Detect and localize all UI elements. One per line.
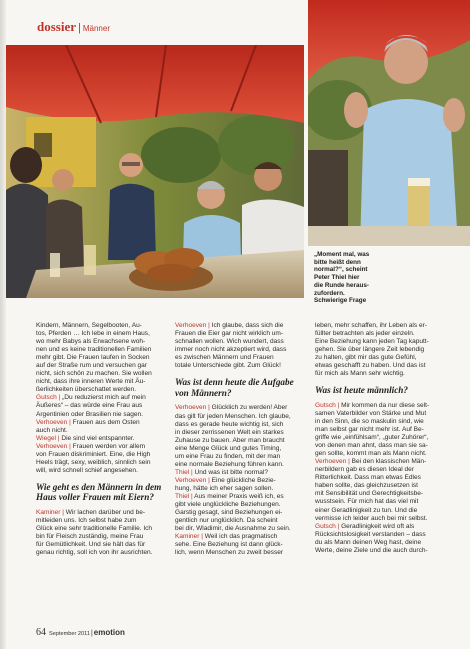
caption-line: „Moment mal, was — [314, 251, 370, 258]
speaker-name: Kaminer | — [175, 533, 203, 541]
text-line: mehr gibt. Die Frauen laufen in Socken — [36, 354, 150, 362]
text-line: leben, mehr schaffen, ihr Leben als er- — [315, 322, 427, 329]
text-line: von denen man ahnt, dass man sie sa- — [315, 442, 428, 450]
text-line: in den Sinn, die so maskulin sind, wie — [315, 418, 424, 426]
text-line: lich, wenn Menschen zu zweit besser — [175, 549, 284, 557]
text-line — [175, 469, 303, 477]
interview-answer — [315, 402, 443, 458]
text-line: für mich als Mann sehr wichtig. — [315, 370, 405, 378]
magazine-name: emotion — [93, 628, 125, 637]
section-header — [37, 18, 110, 36]
answer-text: Wir lachen darüber und be- — [63, 509, 146, 517]
text-line: bin für Fleisch zuständig, meine Frau — [36, 533, 144, 541]
interview-answer — [175, 493, 303, 533]
text-line: tos, Pferden … Ich lebe in einem Haus, — [36, 330, 150, 338]
text-line — [175, 533, 303, 541]
text-line: man selbst gar nicht mehr ist. Auf Be- — [315, 426, 424, 434]
page-number: 64 — [36, 627, 46, 638]
text-line — [36, 443, 164, 451]
caption-line: zufordern. — [314, 289, 345, 297]
text-line — [175, 477, 303, 485]
page-footer — [36, 622, 125, 640]
text-line: einer Geradlinigkeit zu tun. Und die — [315, 506, 418, 514]
speaker-name: Verhoeven | — [36, 442, 71, 450]
question-line: Was ist denn heute die Aufgabe — [175, 377, 294, 388]
text-line: etwas geschafft zu haben. Und das ist — [315, 362, 426, 370]
text-line: nicht, dass ihre inneren Werte mit Äu- — [36, 378, 146, 386]
text-line: wusstsein. Für mich hat das viel mit — [315, 498, 419, 506]
question-line: von Männern? — [175, 387, 232, 398]
body-paragraph — [315, 322, 443, 378]
text-line: griffe wie „einfühlsam“, „guter Zuhörer“, — [315, 434, 429, 442]
text-line: schnallen wollen. Wich wundert, dass — [175, 338, 284, 346]
text-line — [36, 419, 164, 427]
interview-question — [315, 385, 443, 396]
speaker-name: Thiel | — [175, 468, 193, 476]
interview-answer — [175, 404, 303, 468]
caption-line: die Runde heraus- — [314, 281, 369, 289]
text-line — [36, 435, 164, 443]
answer-text: Aus meiner Praxis weiß ich, es — [192, 492, 284, 500]
text-line: von Frauen diskriminiert. Eine, die High — [36, 450, 151, 458]
speaker-name: Thiel | — [175, 492, 193, 500]
answer-text: Die sind viel entspannter. — [59, 434, 135, 442]
text-line: Heels trägt, sexy, weiblich, sinnlich sein — [36, 458, 151, 466]
interview-answer — [175, 533, 303, 557]
caption-line: bitte heißt denn — [314, 258, 361, 266]
photo-group-at-table — [6, 45, 304, 298]
speaker-name: Gutsch | — [36, 394, 61, 402]
answer-text: Glücklich zu werden! Aber — [209, 404, 288, 412]
text-line: für Gemütlichkeit. Und sie hält das für — [36, 541, 146, 549]
text-line: vermisse ich leider auch bei mir selbst. — [315, 514, 428, 522]
text-line: um eine Frau zu finden, mit der man — [175, 452, 281, 460]
answer-text: Geradlinigkeit wird oft als — [339, 522, 415, 530]
answer-text: Und was ist bitte normal? — [192, 468, 269, 476]
text-line: du als Mann deinen Weg hast, deine — [315, 538, 422, 546]
answer-text: Bei den klassischen Män- — [349, 458, 427, 466]
interview-answer — [315, 523, 443, 555]
text-line: zu halten, gibt mir das gute Gefühl, — [315, 354, 417, 362]
text-line: Kindern, Männern, Segelbooten, Au- — [36, 322, 142, 329]
section-subtitle: Männer — [82, 24, 110, 33]
body-paragraph — [36, 322, 164, 394]
text-line: Glück eine sehr traditionelle Familie. Ich — [36, 525, 153, 533]
speaker-name: Wiegel | — [36, 434, 60, 442]
interview-answer — [36, 394, 164, 418]
text-line — [36, 509, 164, 517]
interview-question — [175, 377, 303, 398]
text-column-3 — [315, 322, 443, 555]
text-line: Zuhause zu bauen. Aber man braucht — [175, 436, 285, 444]
text-line: Äußeres“ – das würde eine Frau aus — [36, 402, 143, 410]
speaker-name: Verhoeven | — [315, 458, 350, 466]
text-line — [315, 402, 443, 410]
text-line — [175, 404, 303, 412]
text-line: in dieser zerrissenen Welt ein starkes — [175, 428, 284, 436]
answer-text: Frauen aus dem Osten — [70, 418, 140, 426]
section-title: dossier — [37, 19, 76, 34]
text-line: will, wird schnell schief angesehen. — [36, 466, 138, 474]
text-line: Rücksichtslosigkeit verstanden – dass — [315, 530, 426, 538]
text-column-1 — [36, 322, 164, 557]
text-line: hung, hätte ich eher sagen sollen. — [175, 484, 274, 492]
text-line: nen und es keine traditionellen Familien — [36, 346, 152, 354]
footer-separator: | — [90, 630, 93, 637]
text-line: bei dir, Wladimir, die Ausnahme zu sein. — [175, 525, 291, 533]
text-line: mitleiden uns. Ich selbst habe zum — [36, 517, 137, 525]
text-line: Eine Beziehung kann jeden Tag kaputt- — [315, 338, 429, 346]
text-line: haben sollte, das gleichzusetzen ist — [315, 482, 418, 490]
text-line: sehe. Eine Beziehung ist dann glück- — [175, 541, 283, 549]
text-line: totale Unterschiede gibt. Zum Glück! — [175, 362, 281, 370]
interview-answer — [36, 435, 164, 443]
photo-man-gesturing — [308, 0, 470, 246]
text-line — [315, 523, 443, 531]
interview-answer — [36, 419, 164, 435]
text-line: nerbildern gab es diesen Ideal der — [315, 466, 414, 474]
speaker-name: Verhoeven | — [175, 476, 210, 484]
text-line: mit Sensibilität und Gerechtigkeitsbe- — [315, 490, 424, 498]
text-line — [315, 458, 443, 466]
text-line: Frauen die Eier gar nicht wirklich um- — [175, 330, 284, 338]
photo-caption — [314, 251, 426, 305]
text-line: auch nicht. — [36, 426, 68, 434]
interview-answer — [175, 322, 303, 370]
question-line: Was ist heute männlich? — [315, 385, 409, 396]
text-line: dass es gerade heute wichtig ist, sich — [175, 420, 284, 428]
text-line: auf der Straße rum und versuchen gar — [36, 362, 147, 370]
speaker-name: Gutsch | — [315, 522, 340, 530]
interview-answer — [36, 509, 164, 557]
text-line: samen Vaterbilder von Stärke und Mut — [315, 409, 427, 417]
text-line: gen sollte, kommt man als Mann nicht. — [315, 450, 427, 458]
interview-answer — [36, 443, 164, 475]
text-line: das gilt für jeden Menschen. Ich glaube, — [175, 412, 291, 420]
text-line: genau richtig, soll ich von ihr ausrichten. — [36, 549, 153, 557]
interview-answer — [315, 458, 443, 522]
text-line: Ritterlichkeit. Dass man etwas Edles — [315, 474, 421, 482]
interview-answer — [175, 469, 303, 477]
answer-text: Mir kommen da nur diese selt- — [339, 401, 430, 409]
caption-line: Schwierige Frage — [314, 297, 367, 305]
caption-line: normal?“, scheint — [314, 266, 368, 274]
text-line: Garstig gesagt, sind Beziehungen ei- — [175, 509, 283, 517]
text-line: wo mehr Babys als Erwachsene woh- — [36, 338, 146, 346]
text-line: es zwischen Männern und Frauen — [175, 354, 274, 362]
text-line: gentlich nur unglücklich. Da scheint — [175, 517, 278, 525]
text-line: füllter betrachten als jeder einzeln. — [315, 330, 415, 338]
question-line: Haus voller Frauen mit Eiern? — [36, 492, 154, 503]
answer-text: „Du reduzierst mich auf mein — [60, 394, 146, 402]
text-line: gehen. Sie über längere Zeit lebendig — [315, 346, 425, 354]
answer-text: Weil ich das pragmatisch — [202, 533, 278, 541]
answer-text: Ich glaube, dass sich die — [209, 322, 284, 329]
text-line: nicht, sich schön zu machen. Sie wollen — [36, 370, 152, 378]
speaker-name: Verhoeven | — [175, 322, 210, 329]
text-line: immer noch nicht akzeptiert wird, dass — [175, 346, 287, 354]
speaker-name: Verhoeven | — [36, 418, 71, 426]
text-line: ßerlichkeiten überschattet werden. — [36, 386, 137, 394]
text-column-2 — [175, 322, 303, 557]
speaker-name: Verhoeven | — [175, 404, 210, 412]
answer-text: Frauen werden vor allem — [70, 442, 146, 450]
text-line: Werte, deine Ziele und die auch durch- — [315, 546, 428, 554]
text-line: Argentinien oder Brasilien nie sagen. — [36, 410, 144, 418]
text-line — [175, 493, 303, 501]
question-line: Wie geht es den Männern in dem — [36, 481, 162, 492]
text-line: gibt viele unglückliche Beziehungen. — [175, 501, 281, 509]
text-line: eine Menge Glück und gutes Timing, — [175, 444, 282, 452]
interview-answer — [175, 477, 303, 493]
interview-question — [36, 482, 164, 503]
speaker-name: Kaminer | — [36, 509, 64, 517]
header-separator: | — [78, 22, 81, 34]
answer-text: Eine glückliche Bezie- — [209, 476, 276, 484]
text-line: eine normale Beziehung führen kann. — [175, 460, 284, 468]
issue-date: September 2011 — [49, 631, 90, 637]
caption-line: Peter Thiel hier — [314, 274, 360, 282]
speaker-name: Gutsch | — [315, 401, 340, 409]
text-line — [175, 322, 303, 330]
